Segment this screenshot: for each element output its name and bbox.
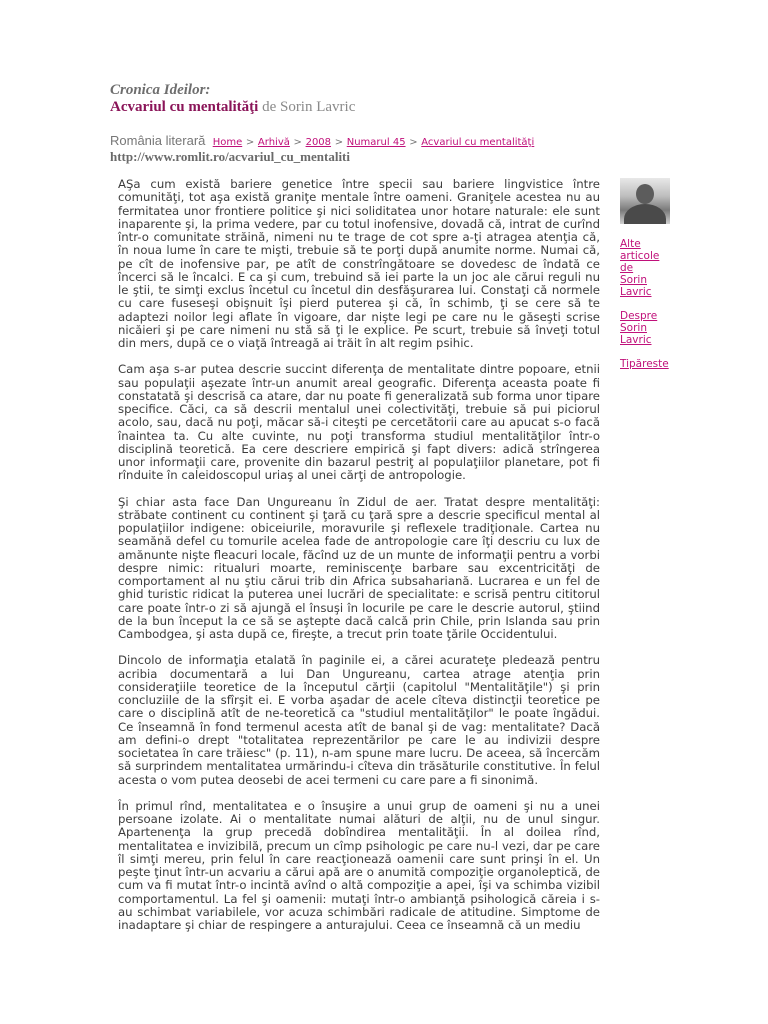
- article-byline: de Sorin Lavric: [258, 99, 356, 115]
- about-author-block: [620, 310, 680, 346]
- breadcrumb: [110, 133, 534, 148]
- article-paragraph: AŞa cum există bariere genetice între specii sau bariere lingvistice între comunităţi, tot aşa există graniţe mentale între oameni. Graniţele acestea nu au fermitatea unor frontiere politice şi nici soliditatea unor hotare naturale: ele sunt inaparente şi, la prima vedere, par cu totul inofensive, dovadă că, intrat de curînd într-o comunitate străină, nimeni nu te trage de cot spre a-ţi atragea atenţia că, în noua lume în care te mişti, trebuie să te porţi după anumite norme. Numai că, pe cît de inofensive par, pe atît de constrîngătoare se dovedesc de îndată ce încerci să le încalci. E ca şi cum, trebuind să iei parte la un joc ale cărui reguli nu le ştii, te simţi exclus încetul cu încetul din desfăşurarea lui. Constaţi că normele cu care fuseseşi obişnuit îşi pierd puterea şi că, în schimb, ţi se cere să te adaptezi noilor legi aflate în vigoare, dar nişte legi pe care nu le găseşti scrise nicăieri şi pe care nimeni nu stă să ţi le explice. Pe scurt, trebuie să înveţi totul din mers, după ce o viaţă întreagă ai trăit în alt regim psihic.: [118, 177, 600, 350]
- breadcrumb-home-link[interactable]: Home: [212, 137, 243, 148]
- breadcrumb-year-link[interactable]: 2008: [305, 137, 332, 148]
- other-articles-link[interactable]: [620, 238, 680, 298]
- about-author-word: Despre: [620, 310, 658, 322]
- breadcrumb-archive-link[interactable]: Arhivă: [257, 137, 290, 148]
- breadcrumb-separator: >: [245, 137, 255, 148]
- breadcrumb-article-link[interactable]: Acvariul cu mentalităţi: [421, 137, 535, 148]
- publication-name: România literară: [110, 133, 206, 148]
- avatar-head-shape: [636, 184, 654, 204]
- author-sidebar: [620, 178, 680, 382]
- other-articles-word: Alte: [620, 238, 641, 250]
- page-url: http://www.romlit.ro/acvariul_cu_mentaliti: [110, 149, 350, 164]
- other-articles-word: Sorin: [620, 274, 647, 286]
- about-author-word: Sorin: [620, 322, 647, 334]
- breadcrumb-separator: >: [293, 137, 302, 148]
- article-paragraph: Şi chiar asta face Dan Ungureanu în Zidul de aer. Tratat despre mentalităţi: străbate continent cu continent şi ţară cu ţară spre a descrie specificul mental al populaţiilor indigene: obiceiurile, moravurile şi reflexele tradiţionale. Cartea nu seamănă defel cu tomurile acelea fade de antropologie care îţi descriu cu lux de amănunte nişte fleacuri locale, făcînd uz de un munte de informaţii pentru a vorbi despre nimic: ritualuri moarte, reminiscenţe barbare sau excentricităţi de comportament al nu ştiu cărui trib din Africa subsahariană. Lucrarea e un fel de ghid turistic ridicat la puterea unei lucrări de specialitate: e scrisă pentru cititorul care poate într-o zi să ajungă el însuşi în locurile pe care le descrie autorul, ştiind de la bun început la ce să se aştepte dacă calcă prin Chile, prin Islanda sau prin Cambodgea, şi asta după ce, fireşte, a trecut prin toate ţările Occidentului.: [118, 494, 600, 641]
- section-rubric: Cronica Ideilor:: [110, 82, 211, 98]
- breadcrumb-issue-link[interactable]: Numarul 45: [346, 137, 406, 148]
- article-paragraph: Dincolo de informaţia etalată în paginile ei, a cărei acurateţe pledează pentru acribia documentară a lui Dan Ungureanu, cartea atrage atenţia prin consideraţiile teoretice de la începutul cărţii (capitolul "Mentalităţile") şi prin concluziile de la sfîrşit ei. E vorba aşadar de acele cîteva distincţii teoretice pe care o disciplină atît de ne-teoretică ca "studiul mentalităţilor" le poate îngădui. Ce înseamnă în fond termenul acesta atît de banal şi de vag: mentalitate? Dacă am defini-o drept "totalitatea reprezentărilor pe care le au indivizii despre societatea în care trăiesc" (p. 11), n-am spune mare lucru. De aceea, să încercăm să surprindem mentalitatea urmărindu-i cîteva din trăsăturile constitutive. În felul acesta o vom putea deosebi de acei termeni cu care pare a fi sinonimă.: [118, 653, 600, 787]
- other-articles-word: articole: [620, 250, 660, 262]
- other-articles-word: Lavric: [620, 286, 652, 298]
- article-paragraph: Cam aşa s-ar putea descrie succint diferenţa de mentalitate dintre popoare, etnii sau populaţii aşezate într-un anumit areal geografic. Diferenţa aceasta poate fi constatată şi descrisă ca atare, dar nu poate fi generalizată sub forma unor tipare specifice. Căci, ca să descrii mentalul unei colectivităţi, trebuie să pui piciorul acolo, sau, dacă nu poţi, măcar să-i citeşti pe cercetătorii care au apucat s-o facă înaintea ta. Cu alte cuvinte, nu poţi transforma studiul mentalităţilor într-o disciplină teoretică. Ea cere descriere empirică şi fapt divers: adică strîngerea unor informaţii care, provenite din bazarul pestriţ al populaţiilor planetare, pot fi rînduite în caleidoscopul uriaş al unei cărţi de antropologie.: [118, 362, 600, 483]
- breadcrumb-separator: >: [409, 137, 418, 148]
- print-link[interactable]: Tipăreste: [620, 358, 669, 370]
- about-author-link[interactable]: [620, 310, 680, 346]
- article-heading: [110, 99, 355, 116]
- other-articles-word: de: [620, 262, 634, 274]
- article-paragraph: În primul rînd, mentalitatea e o însuşire a unui grup de oameni şi nu a unei persoane izolate. Ai o mentalitate numai alături de alţii, nu de unul singur. Apartenenţa la grup precedă dobîndirea mentalităţii. În al doilea rînd, mentalitatea e invizibilă, precum un cîmp psihologic pe care nu-l vezi, dar pe care îl simţi mereu, prin felul în care reacţionează oamenii care sunt prinşi în el. Un peşte ţinut într-un acvariu a cărui apă are o anumită compoziţie organoleptică, de cum va fi mutat într-o incintă avînd o altă compoziţie a apei, îşi va schimba vizibil comportamentul. La fel şi oamenii: mutaţi într-o ambianţă psihologică căreia i s-au schimbat variabilele, vor acuza schimbări radicale de atitudine. Simptome de inadaptare şi chiar de respingere a anturajului. Ceea ce înseamnă că un mediu: [118, 798, 600, 932]
- print-block: [620, 358, 680, 370]
- author-avatar: [620, 178, 670, 224]
- other-articles-block: [620, 238, 680, 298]
- article-title: Acvariul cu mentalităţi: [110, 99, 259, 115]
- avatar-shoulders-shape: [624, 204, 666, 224]
- breadcrumb-separator: >: [334, 137, 344, 148]
- about-author-word: Lavric: [620, 334, 652, 346]
- article-body: [118, 178, 600, 945]
